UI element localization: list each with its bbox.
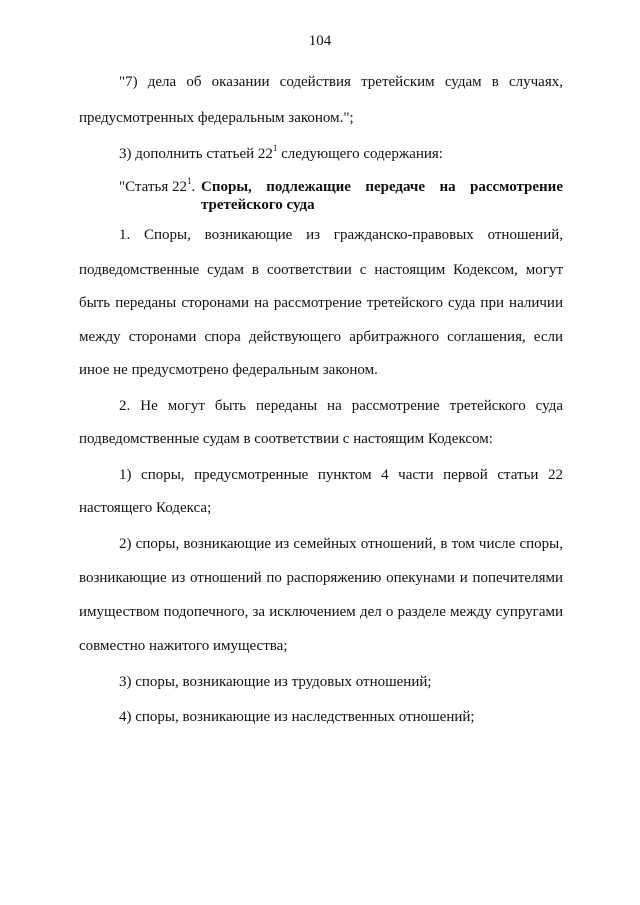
item-1-line-4: между сторонами спора действующего арбитражного соглашения, если	[79, 329, 563, 345]
item-2-line-2: подведомственные судам в соответствии с настоящим Кодексом:	[79, 431, 493, 447]
subitem-3: 3) споры, возникающие из трудовых отношений;	[119, 674, 432, 690]
subitem-2-line-1: 2) споры, возникающие из семейных отношений, в том числе споры,	[119, 536, 563, 552]
item-1-line-2: подведомственные судам в соответствии с настоящим Кодексом, могут	[79, 262, 563, 278]
subitem-1-line-1: 1) споры, предусмотренные пунктом 4 части первой статьи 22	[119, 467, 563, 483]
article-superscript: 1	[186, 176, 192, 186]
amendment-superscript: 1	[272, 143, 278, 153]
subitem-1-line-2: настоящего Кодекса;	[79, 500, 212, 516]
page-number: 104	[308, 33, 332, 49]
amendment-instruction	[119, 145, 563, 163]
subitem-4: 4) споры, возникающие из наследственных отношений;	[119, 709, 475, 725]
item-1-line-1: 1. Споры, возникающие из гражданско-правовых отношений,	[119, 227, 563, 243]
item-2-line-1: 2. Не могут быть переданы на рассмотрение третейского суда	[119, 398, 563, 414]
item-1-line-5: иное не предусмотрено федеральным законом.	[79, 362, 378, 378]
item-1-line-3: быть переданы сторонами на рассмотрение третейского суда при наличии	[79, 295, 563, 311]
paragraph-7-line-1: "7) дела об оказании содействия третейским судам в случаях,	[119, 74, 563, 90]
article-title-line-2: третейского суда	[201, 197, 315, 213]
article-dot: .	[191, 179, 196, 195]
article-number	[119, 178, 195, 196]
article-prefix: "Статья 22	[119, 179, 187, 195]
subitem-2-line-2: возникающие из отношений по распоряжению опекунами и попечителями	[79, 570, 563, 586]
subitem-2-line-4: совместно нажитого имущества;	[79, 638, 288, 654]
article-title-line-1: Споры, подлежащие передаче на рассмотрение	[201, 179, 563, 195]
subitem-2-line-3: имуществом подопечного, за исключением дел о разделе между супругами	[79, 604, 563, 620]
amendment-text-after: следующего содержания:	[277, 146, 443, 162]
paragraph-7-line-2: предусмотренных федеральным законом.";	[79, 110, 354, 126]
amendment-text-before: 3) дополнить статьей 22	[119, 146, 273, 162]
